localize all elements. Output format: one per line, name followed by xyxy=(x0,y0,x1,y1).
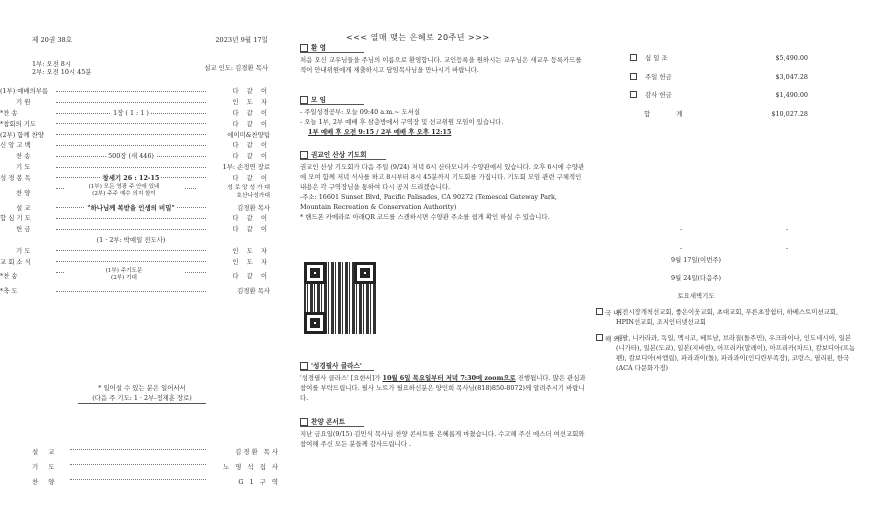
order-label: *참회의 기도 xyxy=(0,119,37,128)
offering-label: 합 계 xyxy=(644,109,695,118)
evening-row xyxy=(0,459,280,474)
offering-row xyxy=(630,73,808,92)
order-detail: 창세기 26 : 12-15 xyxy=(102,173,160,182)
bible-class-title: '성경필사 클라스' xyxy=(311,362,362,370)
checkbox-icon xyxy=(300,96,308,104)
order-leader: 다 같 이 xyxy=(208,272,270,280)
leader-dots xyxy=(56,91,206,92)
leader-dots xyxy=(56,167,206,168)
order-leader: 인 도 자 xyxy=(208,258,270,266)
leader-dots xyxy=(70,479,206,480)
order-leader-line: 성 로 앙 성 가 대 xyxy=(227,185,270,192)
leader-dots xyxy=(56,261,206,262)
offering-amount: $1,490.00 xyxy=(775,91,808,99)
order-label: 신 앙 고 백 xyxy=(0,141,31,150)
anniversary-banner: <<< 열매 맺는 은혜로 20주년 >>> xyxy=(346,33,490,42)
order-label: 설 교 xyxy=(16,203,31,212)
leader-dots xyxy=(56,250,206,251)
checkbox-icon xyxy=(300,151,308,159)
order-label: 성 경 봉 독 xyxy=(0,173,31,182)
leader-dots xyxy=(56,134,206,135)
bulletin-date: 2023년 9월 17일 xyxy=(215,36,268,44)
order-detail: "하나님께 복받을 인생의 비밀" xyxy=(87,203,175,212)
order-label: *찬 송 xyxy=(0,108,18,117)
issue-number: 제 20권 38호 xyxy=(32,36,73,44)
leader-dots xyxy=(56,145,206,146)
order-row xyxy=(0,267,270,286)
evening-leader: 김경환 목사 xyxy=(208,448,280,456)
order-label: 교 회 소 식 xyxy=(0,257,31,266)
order-detail-line: (2부) 주주 예수 의지 함이 xyxy=(92,191,156,198)
order-label: 헌 금 xyxy=(16,225,31,234)
evening-row xyxy=(0,474,280,489)
offering-label: 주일 헌금 xyxy=(645,72,672,81)
prayer-address: -주소: 16601 Sunset Blvd, Pacific Palisades, CA 90272 (Temescal Gateway Park, Mountain Recreation & Conservation Authority) xyxy=(300,193,557,211)
prayer-schedule xyxy=(636,256,756,310)
order-row xyxy=(0,235,270,246)
order-label: *찬 송 xyxy=(0,272,18,281)
evening-service xyxy=(0,444,280,489)
order-leader: 다 같 이 xyxy=(208,87,270,95)
checkbox-icon xyxy=(300,418,308,426)
welcome-title: 환 영 xyxy=(311,44,327,52)
evening-leader: G 1 구 역 xyxy=(208,478,280,486)
mission-support xyxy=(596,308,858,380)
placeholder-dash: - xyxy=(680,244,683,252)
bible-class-text-b: 진행됩니다. 많은 관심과 참여를 부탁드립니다. 필사 노트가 필요하신분은 양인희 목사님(818)850-8072)께 알려주시기 바랍니다. xyxy=(300,374,586,403)
order-leader: 인 도 자 xyxy=(208,98,270,106)
order-row xyxy=(0,286,270,297)
order-detail xyxy=(64,184,184,199)
order-label: *축 도 xyxy=(0,287,18,296)
order-leader: 다 같 이 xyxy=(208,120,270,128)
order-detail: 1장 ( 1 : 1 ) xyxy=(113,108,149,117)
order-label: 기 도 xyxy=(16,162,31,171)
evening-label: 설 교 xyxy=(32,447,59,456)
order-row xyxy=(0,202,270,213)
leader-dots xyxy=(70,464,206,465)
note-line-1: * 일어설 수 있는 분은 일어서서 xyxy=(98,384,186,392)
leader-dots xyxy=(56,229,206,230)
mission-domestic-label: 국 내: xyxy=(605,309,622,317)
order-label: 기 도 xyxy=(16,246,31,255)
order-row xyxy=(0,172,270,183)
order-row xyxy=(0,224,270,235)
offering-amount: $3,047.28 xyxy=(775,72,808,81)
service-time-2: 2부: 오전 10시 45분 xyxy=(32,68,92,76)
order-leader: 김경환 목사 xyxy=(208,287,270,295)
order-leader-line: 호산나성가대 xyxy=(236,192,270,199)
order-leader: 다 같 이 xyxy=(208,141,270,149)
leader-dots xyxy=(56,123,206,124)
meeting-line-3: 1부 예배 후 오전 9:15 / 2부 예배 후 오후 12:15 xyxy=(308,128,452,137)
order-row xyxy=(0,151,270,162)
order-row xyxy=(0,256,270,267)
evening-label: 기 도 xyxy=(32,462,59,471)
order-row xyxy=(0,129,270,140)
offering-label: 감사 헌금 xyxy=(645,91,672,99)
order-label: 찬 양 xyxy=(16,188,31,197)
order-row xyxy=(0,162,270,173)
preacher: 설교 인도: 김경환 목사 xyxy=(204,64,268,72)
meeting-line-2: - 오늘 1부, 2부 예배 후 삼층방에서 구역장 및 선교위원 모임이 있습니다. xyxy=(300,118,504,127)
evening-label: 찬 양 xyxy=(32,477,59,486)
order-detail xyxy=(64,268,184,283)
mission-overseas-label: 해 외: xyxy=(605,334,622,343)
leader-dots xyxy=(56,291,206,292)
order-leader: 김경환 목사 xyxy=(208,204,270,212)
order-leader: 다 같 이 xyxy=(208,214,270,222)
offering-row xyxy=(630,110,808,129)
order-leader: 에이미&찬양팀 xyxy=(208,131,270,139)
prayer-text: 권교인 산상 기도회가 다음 주일 (9/24) 저녁 6시 산타모니카 수양관에서 있습니다. 오후 6시에 수양관에 모여 함께 저녁 식사를 하고 8시부터 8시 45분까지 기도회를 가집니다. 기도회 모임 관련 구체적인 내용은 각 구역장님을 통하여 다시 공지 드리겠습니다. xyxy=(300,163,585,192)
prayer-title: 권교인 산상 기도회 xyxy=(311,151,367,159)
schedule-this-week: 9월 17일(이번주) xyxy=(670,256,722,264)
concert-text: 지난 금요일(9/15) 김민식 목사님 찬양 콘서트를 은혜롭게 마쳤습니다. 수고해 주신 에스더 여선교회와 참여해 주신 모든 분들께 감사드립니다 . xyxy=(300,430,585,449)
qr-code[interactable] xyxy=(304,262,376,334)
mission-overseas xyxy=(596,334,858,374)
checkbox-icon xyxy=(630,54,637,61)
order-row xyxy=(0,140,270,151)
note-line-2: (다음 주 기도: 1 · 2부-정재훈 장로) xyxy=(78,394,206,405)
welcome-text: 처음 오신 교우님들을 주님의 이름으로 환영합니다. 교인등록을 원하시는 교우님은 새교우 등록카드를 적어 안내위원에게 제출하시고 담임목사님을 만나시기 바랍니다. xyxy=(300,56,582,75)
meeting-title: 모 임 xyxy=(311,96,327,104)
order-detail-line: (1부) 주기도문 xyxy=(105,267,143,274)
placeholder-dash: - xyxy=(786,225,789,233)
checkbox-icon xyxy=(300,362,308,370)
offering-label: 십 일 조 xyxy=(645,54,668,62)
evening-row xyxy=(0,444,280,459)
order-row xyxy=(0,213,270,224)
meeting-section xyxy=(300,96,586,138)
checkbox-icon xyxy=(596,308,603,315)
leader-dots xyxy=(70,449,206,450)
order-row xyxy=(0,86,270,97)
order-leader: 1부: 손정연 장로 xyxy=(208,163,270,171)
order-row xyxy=(0,245,270,256)
checkbox-icon xyxy=(630,91,637,98)
order-row xyxy=(0,183,270,202)
offering-row xyxy=(630,54,808,73)
order-leader: 다 같 이 xyxy=(208,225,270,233)
schedule-saturday: 토요새벽기도 xyxy=(677,292,715,300)
order-leader: 인 도 자 xyxy=(208,247,270,255)
service-times xyxy=(32,60,91,76)
schedule-next-week: 9월 24일(다음주) xyxy=(670,274,722,282)
order-leader: 다 같 이 xyxy=(208,109,270,117)
order-label: 찬 송 xyxy=(16,152,31,161)
checkbox-icon xyxy=(630,73,637,80)
checkbox-icon xyxy=(300,44,308,52)
offering-report xyxy=(630,54,808,128)
order-leader xyxy=(196,185,270,200)
order-detail: 500장 (새 446) xyxy=(108,152,154,161)
order-detail-line: (1부) 모든 영광 주 안에 있네 xyxy=(88,184,160,191)
leader-dots xyxy=(56,218,206,219)
leader-dots xyxy=(56,102,206,103)
prayer-section xyxy=(300,151,586,223)
bulletin-header xyxy=(32,36,268,44)
placeholder-dash: - xyxy=(786,244,789,252)
meeting-line-1: - 주일성경공부: 오늘 09:40 a.m.~ 도서실 xyxy=(300,108,421,117)
prayer-qr-text: * 핸드폰 카메라로 아래QR 코드를 스캔하시면 수양관 주소를 쉽게 확인 하실 수 있습니다. xyxy=(300,212,550,221)
order-note xyxy=(16,384,268,404)
checkbox-icon xyxy=(596,334,603,341)
order-of-worship xyxy=(0,86,270,297)
mission-domestic xyxy=(596,308,858,328)
placeholder-dash: - xyxy=(680,225,683,233)
offering-row xyxy=(630,91,808,110)
evening-leader: 노 영 석 집 사 xyxy=(208,463,280,471)
concert-section xyxy=(300,418,586,450)
order-label: (2부) 함께 찬양 xyxy=(0,130,44,139)
bible-class-section xyxy=(300,362,586,404)
order-row xyxy=(0,108,270,119)
concert-title: 찬양 콘서트 xyxy=(311,418,346,426)
welcome-section xyxy=(300,44,586,76)
bible-class-text-a: '성경필사 클라스' [요한서]가 xyxy=(300,374,383,383)
order-leader: 다 같 이 xyxy=(208,174,270,182)
order-label: (1부) 예배의부름 xyxy=(0,87,49,96)
order-leader: 다 같 이 xyxy=(208,152,270,160)
mission-domestic-text: 비전시장개척선교회, 좋은이웃교회, 초대교회, 푸른초장쉼터, 하베스트미션교회, HPIN선교회, 조지인터넷선교회 xyxy=(616,308,839,326)
offering-amount: $5,490.00 xyxy=(775,54,808,62)
order-label: 기 원 xyxy=(16,98,31,107)
offering-amount: $10,027.28 xyxy=(771,109,808,118)
order-row xyxy=(0,118,270,129)
order-row xyxy=(0,97,270,108)
order-detail: (1 · 2부: 박예일 전도사) xyxy=(96,235,166,244)
mission-overseas-text: 네팔, 니카라과, 독일, 멕시코, 베트남, 브라질(돌주민), 우크라이나, 인도네시아, 일본(니가타), 일본(도쿄), 일본(지바현), 아프리카(말레이), 아프리카(차드), 캄보디아(프놈펜), 캄보디아(씨엠립), 파라과이(돌), 파라과이(인디란부족장), 코랑스, 필리핀, 한국(ACA 다문화가정) xyxy=(616,333,856,372)
bible-class-text-underlined: 10월 6일 목요일부터 저녁 7:30에 zoom으로 xyxy=(382,374,516,383)
order-label: 합 심 기 도 xyxy=(0,214,31,223)
order-detail-line: (2부) 기대 xyxy=(111,275,137,282)
service-time-1: 1부: 오전 8시 xyxy=(32,60,72,68)
